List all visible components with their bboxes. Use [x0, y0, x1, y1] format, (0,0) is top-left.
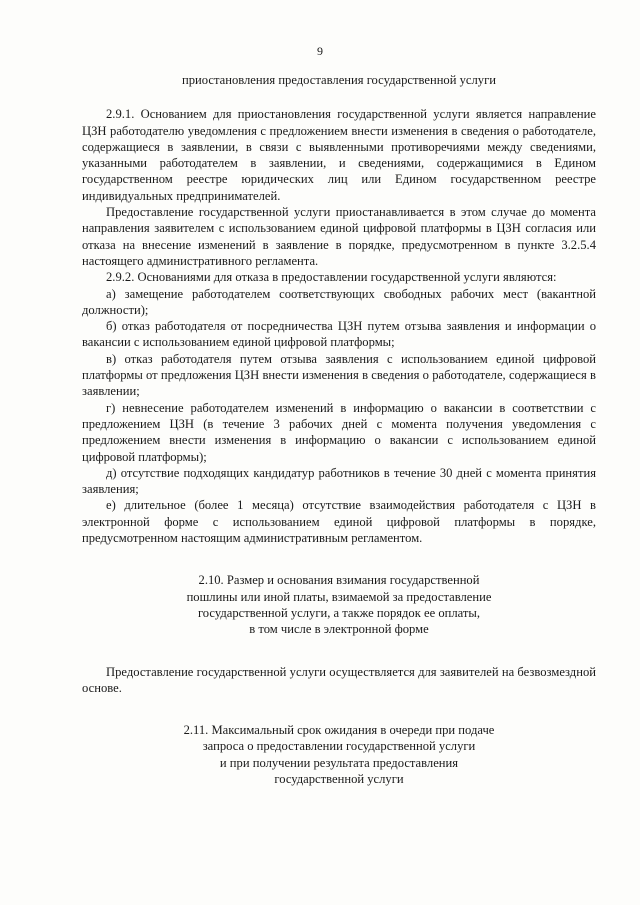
paragraph-2-9-1: 2.9.1. Основанием для приостановления государственной услуги является направление ЦЗН работодателю уведомления с предложением внести изменения в сведения о работодателе, содержащиеся в заявлении, в связи с выявленными противоречиями между сведениями, указанными работодателем в заявлении, и сведениями, содержащимися в Едином государственном реестре юридических лиц или Едином государственном реестре индивидуальных предпринимателей.: [82, 107, 596, 203]
heading-line: 2.11. Максимальный срок ожидания в очереди при подаче: [183, 723, 495, 738]
page-number: 9: [317, 44, 323, 58]
list-item-v: в) отказ работодателя путем отзыва заявления с использованием единой цифровой платформы от предложения ЦЗН внести изменения в сведения о работодателе, содержащиеся в заявлении;: [82, 351, 596, 399]
heading-line: государственной услуги: [274, 771, 404, 786]
heading-line: 2.10. Размер и основания взимания государственной: [198, 573, 480, 588]
document-body: [82, 72, 596, 787]
list-item-g: г) невнесение работодателем изменений в информацию о вакансии в соответствии с предложением ЦЗН (в течение 3 рабочих дней с момента получения уведомления с предложением внести изменения в информацию о вакансии с использованием единой цифровой платформы);: [82, 400, 596, 464]
heading-line: пошлины или иной платы, взимаемой за предоставление: [186, 589, 492, 604]
list-item-d: д) отсутствие подходящих кандидатур работников в течение 30 дней с момента принятия заявления;: [82, 465, 596, 497]
heading-line: государственной услуги, а также порядок ее оплаты,: [197, 605, 481, 620]
heading-line: запроса о предоставлении государственной услуги: [202, 739, 476, 754]
heading-line: в том числе в электронной форме: [249, 622, 429, 637]
section-tail-heading: приостановления предоставления государственной услуги: [181, 73, 496, 87]
paragraph-suspension: Предоставление государственной услуги приостанавливается в этом случае до момента направления заявителем с использованием единой цифровой платформы в ЦЗН согласия или отказа на внесение изменений в заявление в порядке, предусмотренном в пункте 3.2.5.4 настоящего административного регламента.: [82, 205, 596, 268]
section-2-10-heading: [82, 572, 596, 637]
section-2-11-heading: [82, 722, 596, 787]
list-item-e: е) длительное (более 1 месяца) отсутствие взаимодействия работодателя с ЦЗН в электронной форме с использованием единой цифровой платформы в порядке, предусмотренном настоящим административным регламентом.: [82, 498, 596, 546]
list-item-a: а) замещение работодателем соответствующих свободных рабочих мест (вакантной должности);: [82, 286, 596, 317]
paragraph-2-9-2: 2.9.2. Основаниями для отказа в предоставлении государственной услуги являются:: [106, 270, 557, 285]
list-item-b: б) отказ работодателя от посредничества ЦЗН путем отзыва заявления и информации о вакансии с использованием единой цифровой платформы;: [82, 319, 596, 350]
paragraph-2-10-text: Предоставление государственной услуги осуществляется для заявителей на безвозмездной основе.: [82, 664, 596, 695]
heading-line: и при получении результата предоставления: [219, 755, 459, 770]
